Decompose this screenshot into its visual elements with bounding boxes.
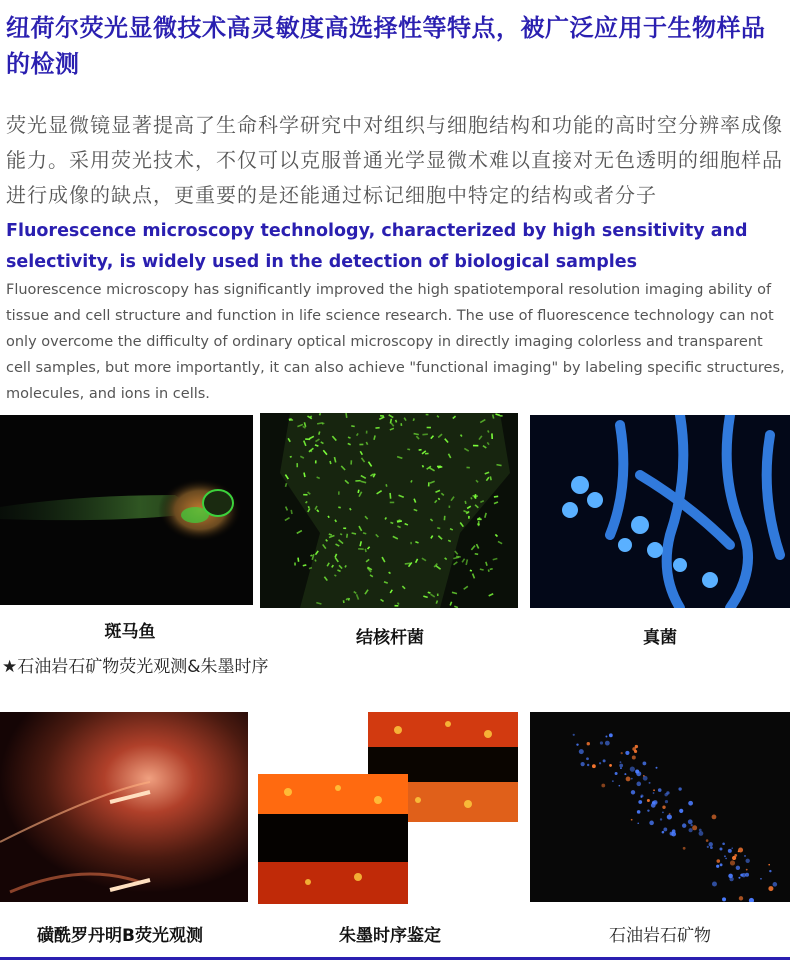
intro-english: Fluorescence microscopy has significantly improved the high spatiotemporal resolution imaging ability of tissue and cell structure and function in life science research. The use of fluorescence technology can not only overcome the difficulty of ordinary optical microscopy in directly imaging colorless and transparent cell samples, but more importantly, it can also achieve "functional imaging" by labeling specific structures, molecules, and ions in cells. — [6, 282, 785, 402]
caption-ink-timing: 朱墨时序鉴定 — [339, 926, 441, 946]
section-label: ★石油岩石矿物荧光观测&朱墨时序 — [2, 657, 269, 677]
caption-rhodamine: 磺酰罗丹明B荧光观测 — [37, 926, 203, 946]
zebrafish-image — [0, 415, 253, 605]
intro-chinese: 荧光显微镜显著提高了生命科学研究中对组织与细胞结构和功能的高时空分辨率成像能力。采用荧光技术，不仅可以克服普通光学显微术难以直接对无色透明的细胞样品进行成像的缺点，更重要的是还能通过标记细胞中特定的结构或者分子 — [6, 113, 783, 207]
tuberculosis-bacteria-image — [260, 413, 518, 608]
title-chinese: 纽荷尔荧光显微技术高灵敏度高选择性等特点，被广泛应用于生物样品的检测 — [6, 14, 766, 78]
title-english: Fluorescence microscopy technology, characterized by high sensitivity and selectivity, is widely used in the detection of biological samples — [6, 221, 748, 272]
caption-petroleum-mineral: 石油岩石矿物 — [609, 926, 711, 946]
fungi-image — [530, 415, 790, 608]
caption-tuberculosis: 结核杆菌 — [356, 628, 424, 648]
rhodamine-image — [0, 712, 248, 902]
caption-fungi: 真菌 — [643, 628, 677, 648]
ink-timing-image — [258, 712, 518, 904]
caption-zebrafish: 斑马鱼 — [104, 622, 156, 642]
petroleum-rock-mineral-image — [530, 712, 790, 902]
